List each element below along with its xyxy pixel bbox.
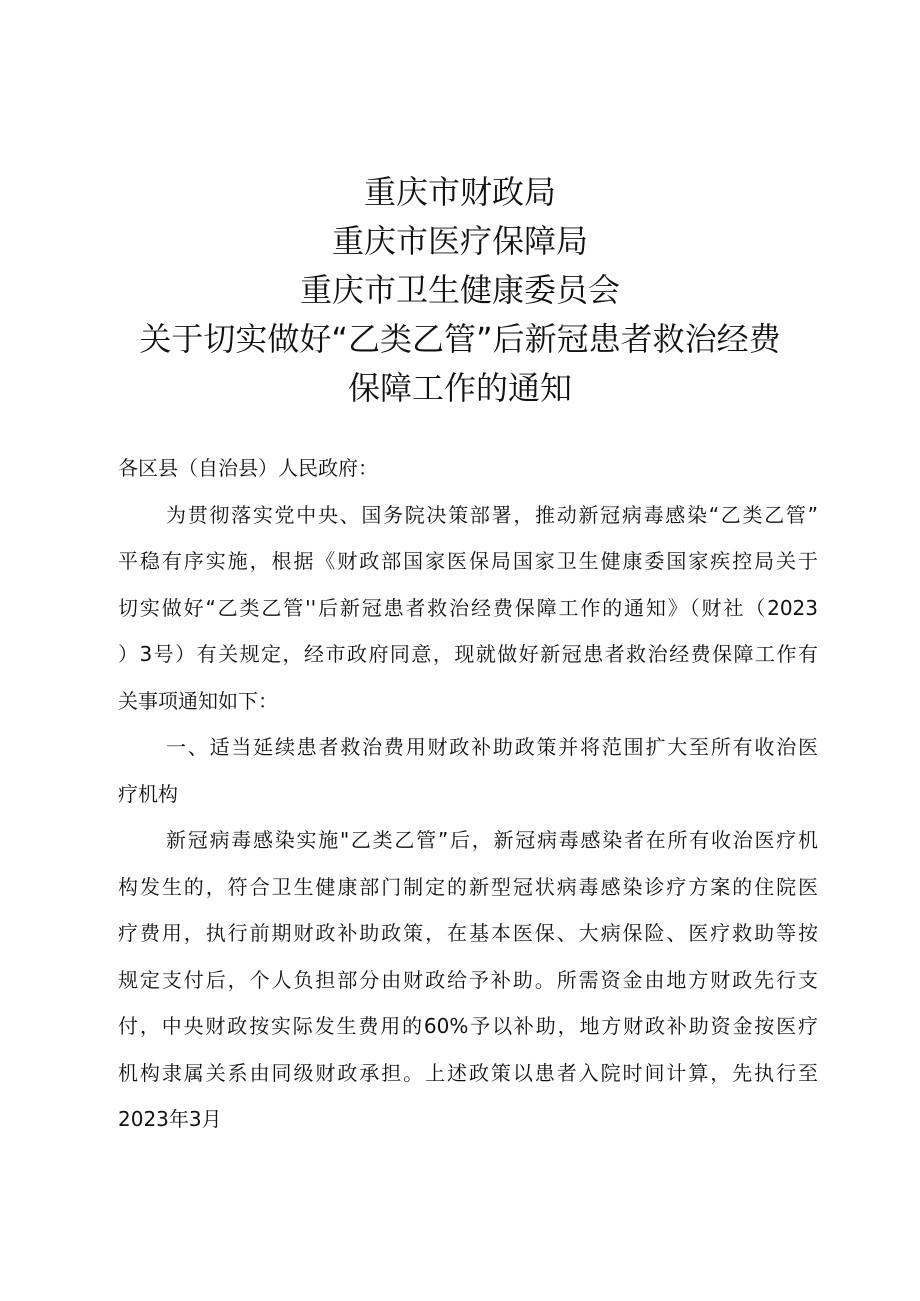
- paragraph-line: ）3号）有关规定，经市政府同意，现就做好新冠患者救治经费保障工作有: [118, 642, 818, 666]
- issuer-medical-security-bureau: 重庆市医疗保障局: [331, 222, 588, 260]
- paragraph-line: 为贯彻落实党中央、国务院决策部署，推动新冠病毒感染“乙类乙管”: [166, 502, 818, 527]
- document-title: [0, 168, 920, 413]
- paragraph-intro: [118, 492, 818, 725]
- paragraph-line: 付，中央财政按实际发生费用的60%予以补助，地方财政补助资金按医疗: [118, 1014, 818, 1038]
- paragraph-line: 规定支付后，个人负担部分由财政给予补助。所需资金由地方财政先行支: [118, 967, 818, 992]
- paragraph-line: 平稳有序实施，根据《财政部国家医保局国家卫生健康委国家疾控局关于: [118, 549, 818, 573]
- paragraph-line: 疗机构: [118, 781, 178, 806]
- paragraph-line: 2023年3月: [118, 1107, 222, 1131]
- paragraph-line: 关事项通知如下：: [118, 688, 278, 713]
- title-subject-line-2: 保障工作的通知: [347, 369, 572, 407]
- paragraph-section-1: [118, 817, 818, 1143]
- document-body: [118, 445, 818, 1143]
- paragraph-line: 新冠病毒感染实施"乙类乙管”后，新冠病毒感染者在所有收治医疗机: [166, 828, 818, 852]
- title-subject-line-1: 关于切实做好“乙类乙管”后新冠患者救治经费: [139, 320, 781, 358]
- section-heading-1: [118, 724, 818, 817]
- paragraph-line: 疗费用，执行前期财政补助政策，在基本医保、大病保险、医疗救助等按: [118, 921, 818, 945]
- salutation: 各区县（自治县）人民政府：: [118, 456, 378, 480]
- paragraph-line: 机构隶属关系由同级财政承担。上述政策以患者入院时间计算，先执行至: [118, 1060, 818, 1085]
- paragraph-line: 构发生的，符合卫生健康部门制定的新型冠状病毒感染诊疗方案的住院医: [118, 874, 818, 899]
- paragraph-line: 切实做好“乙类乙管''后新冠患者救治经费保障工作的通知》（财社（2023: [118, 595, 818, 620]
- paragraph-line: 一、适当延续患者救治费用财政补助政策并将范围扩大至所有收治医: [166, 735, 818, 759]
- issuer-finance-bureau: 重庆市财政局: [363, 173, 556, 211]
- issuer-health-commission: 重庆市卫生健康委员会: [299, 271, 620, 309]
